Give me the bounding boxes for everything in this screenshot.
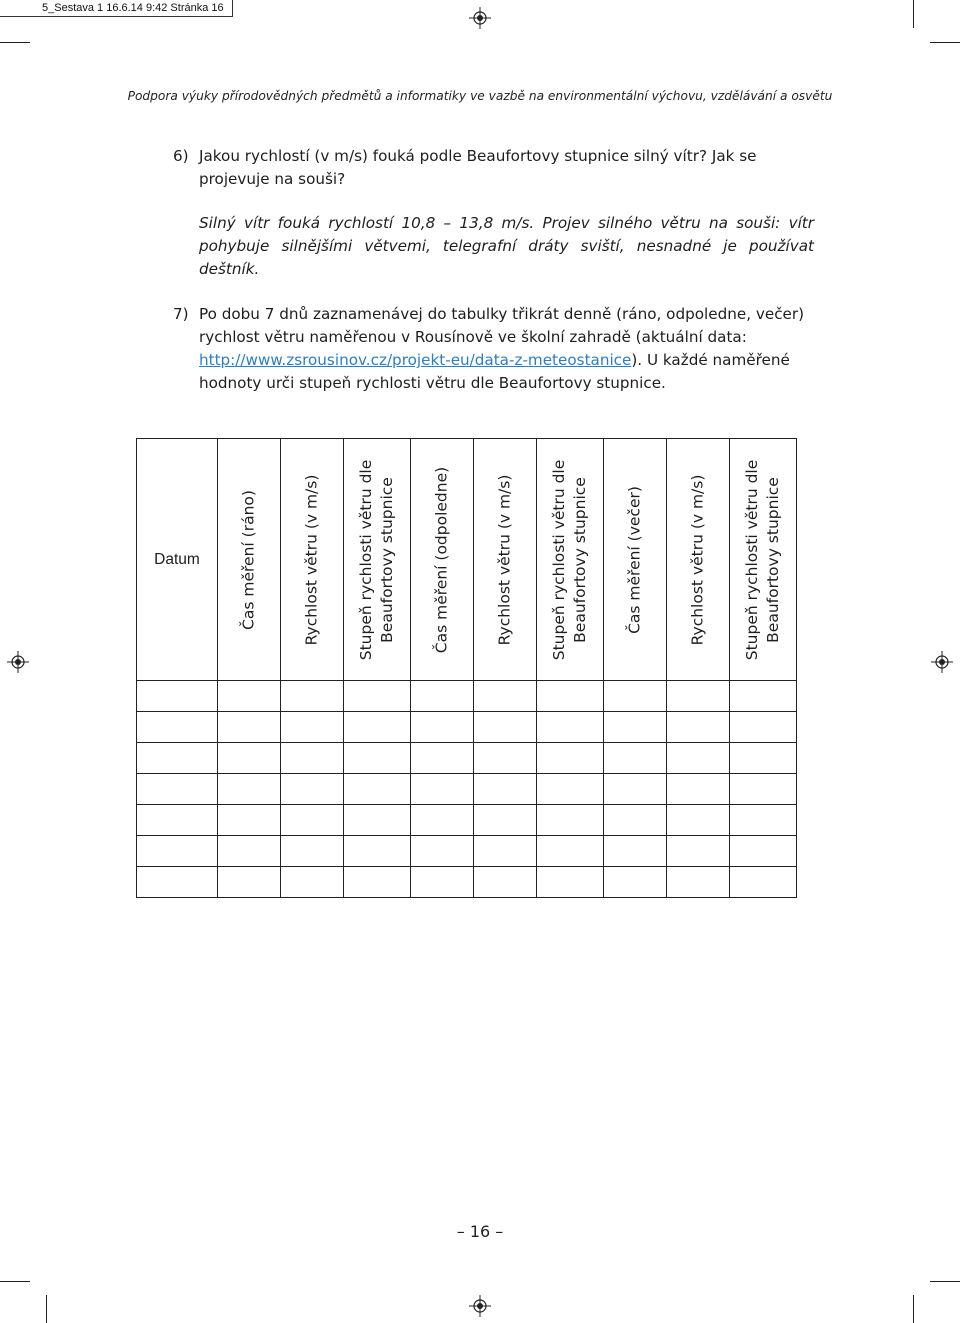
table-cell[interactable] [281,681,344,712]
registration-mark-icon [7,651,29,673]
table-cell[interactable] [218,743,281,774]
question-6 [173,145,813,191]
header-label: Stupeň rychlosti větru dle Beaufortovy stupnice [743,459,782,660]
question-number: 7) [173,305,189,323]
table-cell[interactable] [218,774,281,805]
table-cell[interactable] [537,712,604,743]
table-cell[interactable] [730,805,797,836]
question-7 [173,303,813,395]
table-cell[interactable] [344,836,411,867]
header-label: Rychlost větru (v m/s) [302,474,321,645]
crop-mark [46,1295,47,1323]
table-cell[interactable] [604,743,667,774]
table-cell[interactable] [474,867,537,898]
table-cell[interactable] [137,774,218,805]
header-label: Stupeň rychlosti větru dle Beaufortovy stupnice [550,459,589,660]
table-cell[interactable] [281,712,344,743]
crop-mark [930,42,960,43]
table-row [137,712,797,743]
table-cell[interactable] [411,712,474,743]
table-cell[interactable] [537,867,604,898]
table-cell[interactable] [474,836,537,867]
table-cell[interactable] [344,712,411,743]
table-cell[interactable] [604,836,667,867]
table-cell[interactable] [474,712,537,743]
header-beaufort-afternoon [537,439,604,681]
header-label: Čas měření (večer) [625,485,644,634]
table-cell[interactable] [218,681,281,712]
header-label: Čas měření (odpoledne) [432,466,451,653]
header-time-morning [218,439,281,681]
table-cell[interactable] [281,836,344,867]
header-beaufort-morning [344,439,411,681]
print-slug: 5_Sestava 1 16.6.14 9:42 Stránka 16 [0,0,233,17]
registration-mark-icon [469,7,491,29]
table-cell[interactable] [730,681,797,712]
table-row [137,743,797,774]
header-label: Stupeň rychlosti větru dle Beaufortovy stupnice [357,459,396,660]
table-row [137,805,797,836]
table-cell[interactable] [137,867,218,898]
table-cell[interactable] [474,774,537,805]
table-cell[interactable] [137,836,218,867]
table-cell[interactable] [281,805,344,836]
table-cell[interactable] [411,836,474,867]
table-row [137,836,797,867]
answer-6: Silný vítr fouká rychlostí 10,8 – 13,8 m/s. Projev silného větru na souši: vítr pohybuje silnějšími větvemi, telegrafní dráty sviští, nesnadné je používat deštník. [199,214,814,278]
table-cell[interactable] [667,867,730,898]
table-cell[interactable] [667,712,730,743]
header-beaufort-evening [730,439,797,681]
crop-mark [0,1281,30,1282]
table-row [137,774,797,805]
table-cell[interactable] [411,867,474,898]
registration-mark-icon [469,1295,491,1317]
table-cell[interactable] [137,743,218,774]
table-cell[interactable] [730,774,797,805]
table-cell[interactable] [281,867,344,898]
header-label: Rychlost větru (v m/s) [495,474,514,645]
crop-mark [0,42,30,43]
header-time-afternoon [411,439,474,681]
table-cell[interactable] [604,712,667,743]
table-cell[interactable] [218,712,281,743]
table-cell[interactable] [604,867,667,898]
table-cell[interactable] [604,805,667,836]
table-cell[interactable] [411,681,474,712]
question-text-part: Po dobu 7 dnů zaznamenávej do tabulky třikrát denně (ráno, odpoledne, večer) rychlost větru naměřenou v Rousínově ve školní zahradě (aktuální data: [199,305,805,346]
header-label: Čas měření (ráno) [239,489,258,630]
header-speed-afternoon [474,439,537,681]
table-cell[interactable] [411,774,474,805]
table-row [137,681,797,712]
table-cell[interactable] [667,805,730,836]
table-cell[interactable] [667,836,730,867]
header-speed-morning [281,439,344,681]
question-number: 6) [173,147,189,165]
table-cell[interactable] [537,805,604,836]
table-cell[interactable] [730,712,797,743]
meteostation-link[interactable]: http://www.zsrousinov.cz/projekt-eu/data-z-meteostanice [199,351,632,369]
page-number: – 16 – [456,1222,504,1241]
table-cell[interactable] [137,681,218,712]
table-cell[interactable] [537,836,604,867]
table-cell[interactable] [730,836,797,867]
running-head: Podpora výuky přírodovědných předmětů a informatiky ve vazbě na environmentální výchovu, vzdělávání a osvětu [127,89,833,103]
table-cell[interactable] [281,774,344,805]
table-cell[interactable] [137,712,218,743]
table-cell[interactable] [537,743,604,774]
table-cell[interactable] [730,743,797,774]
table-cell[interactable] [137,805,218,836]
table-cell[interactable] [730,867,797,898]
table-cell[interactable] [411,805,474,836]
table-cell[interactable] [344,743,411,774]
table-cell[interactable] [537,774,604,805]
crop-mark [913,0,914,28]
header-time-evening [604,439,667,681]
question-text: Jakou rychlostí (v m/s) fouká podle Beaufortovy stupnice silný vítr? Jak se projevuje na souši? [199,147,757,188]
table-row [137,867,797,898]
table-cell[interactable] [411,743,474,774]
table-cell[interactable] [281,743,344,774]
question-text-part: ). U každé naměřené hodnoty urči stupeň rychlosti větru dle Beaufortovy stupnice. [199,351,790,392]
table-cell[interactable] [474,681,537,712]
wind-measurement-table [136,438,797,898]
table-cell[interactable] [344,867,411,898]
table-cell[interactable] [604,774,667,805]
table-cell[interactable] [344,681,411,712]
question-text [199,303,813,395]
table-cell[interactable] [344,774,411,805]
table-cell[interactable] [474,805,537,836]
header-label: Rychlost větru (v m/s) [688,474,707,645]
table-cell[interactable] [218,836,281,867]
table-cell[interactable] [604,681,667,712]
crop-mark [930,1281,960,1282]
table-cell[interactable] [218,805,281,836]
table-cell[interactable] [667,743,730,774]
table-cell[interactable] [474,743,537,774]
table-header-row [137,439,797,681]
table-body [137,681,797,898]
header-date: Datum [137,439,218,681]
crop-mark [913,1295,914,1323]
registration-mark-icon [931,651,953,673]
table-cell[interactable] [667,681,730,712]
table-cell[interactable] [667,774,730,805]
table-cell[interactable] [218,867,281,898]
table-cell[interactable] [344,805,411,836]
table-cell[interactable] [537,681,604,712]
header-speed-evening [667,439,730,681]
